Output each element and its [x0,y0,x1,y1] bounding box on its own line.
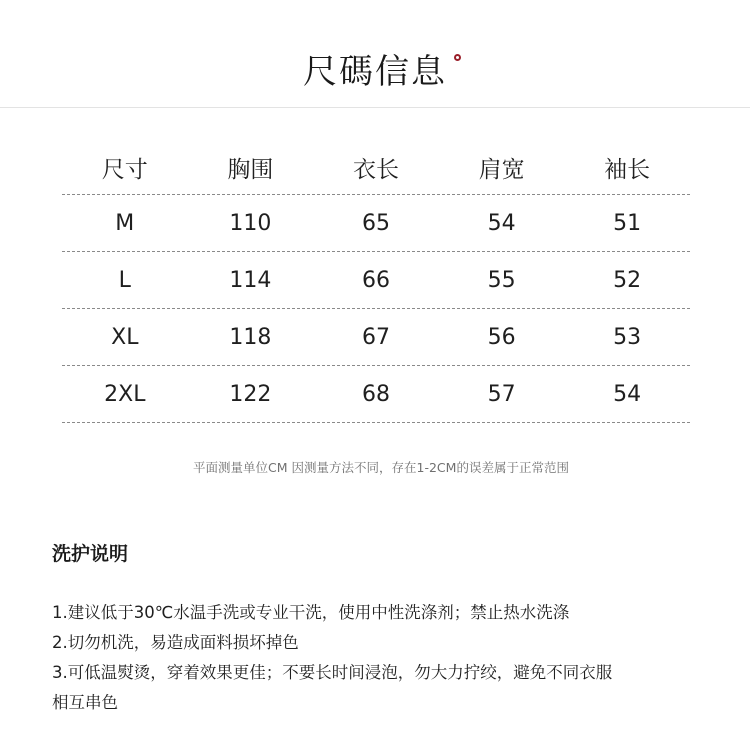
table-header-row [62,140,690,195]
table-cell: 57 [487,381,516,407]
care-title: 洗护说明 [52,543,129,565]
decorative-circle-icon [454,54,461,61]
table-cell: 114 [229,267,272,293]
table-cell: 52 [613,267,642,293]
table-cell: M [115,210,135,236]
page-title: 尺碼信息 [303,52,447,92]
measurement-note: 平面测量单位CM 因测量方法不同，存在1-2CM的误差属于正常范围 [193,460,569,475]
table-cell: 54 [487,210,516,236]
table-cell: 110 [229,210,272,236]
column-header-length: 衣长 [352,156,399,183]
table-cell: 51 [613,210,642,236]
table-cell: 2XL [104,381,146,407]
table-cell: 55 [487,267,516,293]
table-cell: 122 [229,381,272,407]
table-cell: L [118,267,131,293]
care-line: 2.切勿机洗，易造成面料损坏掉色 [52,633,299,652]
column-header-sleeve: 袖长 [604,156,651,183]
care-line: 3.可低温熨烫，穿着效果更佳；不要长时间浸泡，勿大力拧绞，避免不同衣服 [52,663,613,682]
column-header-shoulder: 肩宽 [478,156,525,183]
page-header [0,0,750,108]
table-cell: 54 [613,381,642,407]
table-cell: 56 [487,324,516,350]
table-cell: 65 [361,210,390,236]
table-cell: 53 [613,324,642,350]
column-header-size: 尺寸 [101,156,148,183]
table-cell: XL [111,324,139,350]
table-cell: 68 [361,381,390,407]
header-divider [0,107,750,108]
page-title-container [0,50,750,94]
size-table [62,140,690,423]
table-cell: 67 [361,324,390,350]
column-header-chest: 胸围 [227,156,274,183]
table-cell: 118 [229,324,272,350]
table-row [62,309,690,366]
table-cell: 66 [361,267,390,293]
care-line: 1.建议低于30℃水温手洗或专业干洗，使用中性洗涤剂；禁止热水洗涤 [52,603,570,622]
table-row [62,252,690,309]
table-row [62,195,690,252]
table-row [62,366,690,423]
care-instructions [52,540,702,718]
care-line: 相互串色 [52,693,118,712]
